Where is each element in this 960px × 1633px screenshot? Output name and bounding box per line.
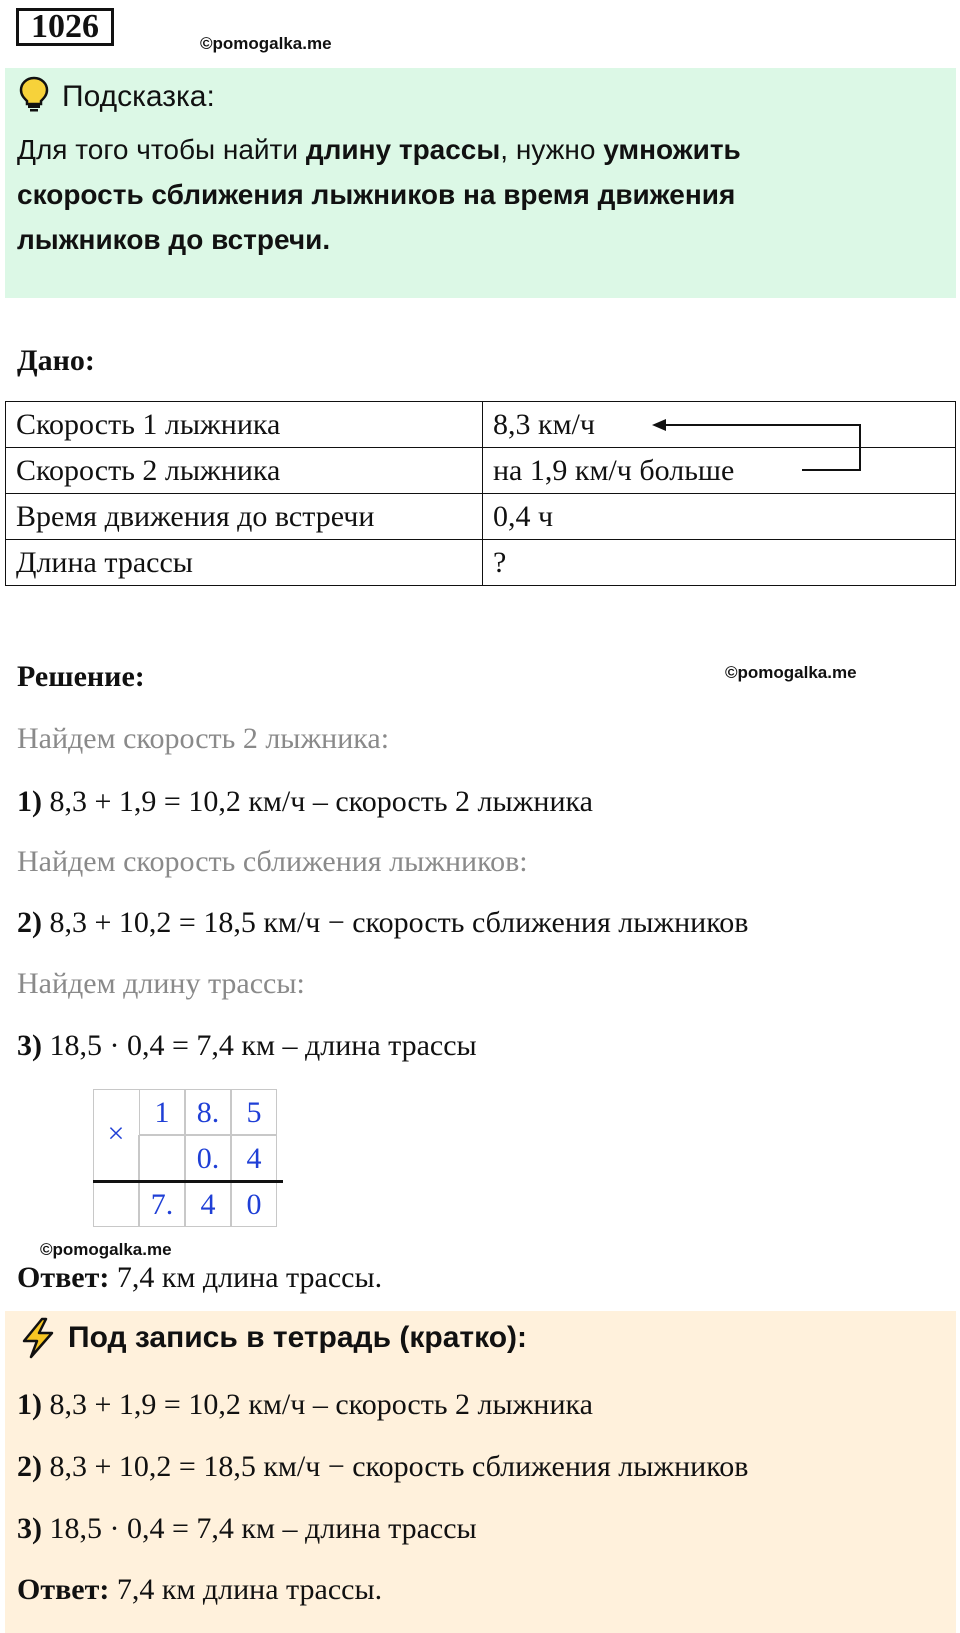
watermark-top: ©pomogalka.me (200, 34, 332, 53)
calc-cell: 5 (231, 1089, 277, 1135)
notebook-step-2: 2) 8,3 + 10,2 = 18,5 км/ч − скорость сближения лыжников (17, 1450, 749, 1483)
hint-text (17, 127, 927, 262)
answer: Ответ: 7,4 км длина трассы. (17, 1261, 383, 1294)
given-value: 0,4 ч (483, 494, 956, 540)
lightning-icon (18, 1317, 58, 1359)
given-name: Время движения до встречи (6, 494, 483, 540)
given-value: на 1,9 км/ч больше (483, 448, 956, 494)
hint-line-2: скорость сближения лыжников на время движения (17, 179, 736, 210)
table-row (6, 540, 956, 586)
calc-cell: 4 (185, 1181, 231, 1227)
step-2: 2) 8,3 + 10,2 = 18,5 км/ч − скорость сближения лыжников (17, 906, 749, 939)
step-3: 3) 18,5 · 0,4 = 7,4 км – длина трассы (17, 1029, 477, 1062)
calc-cell: 1 (139, 1089, 185, 1135)
calc-cell: 0. (185, 1135, 231, 1181)
given-value: ? (483, 540, 956, 586)
hint-line-1: Для того чтобы найти длину трассы, нужно умножить (17, 134, 741, 165)
explain-1: Найдем скорость 2 лыжника: (17, 722, 390, 755)
calc-cell: 7. (139, 1181, 185, 1227)
given-name: Скорость 2 лыжника (6, 448, 483, 494)
watermark-middle: ©pomogalka.me (725, 663, 857, 682)
notebook-answer: Ответ: 7,4 км длина трассы. (17, 1573, 383, 1606)
hint-title: Подсказка: (62, 80, 215, 113)
explain-3: Найдем длину трассы: (17, 967, 305, 1000)
given-value: 8,3 км/ч (483, 402, 956, 448)
given-label: Дано: (17, 344, 95, 377)
lightbulb-icon (18, 76, 50, 112)
calc-cell (139, 1135, 185, 1181)
given-name: Длина трассы (6, 540, 483, 586)
calc-result-line (93, 1180, 283, 1183)
hint-line-3: лыжников до встречи. (17, 224, 331, 255)
calc-cell (93, 1135, 139, 1181)
given-name: Скорость 1 лыжника (6, 402, 483, 448)
calc-cell: 8. (185, 1089, 231, 1135)
arrow-icon (650, 415, 870, 475)
step-1: 1) 8,3 + 1,9 = 10,2 км/ч – скорость 2 лыжника (17, 785, 593, 818)
column-multiplication (93, 1089, 283, 1229)
watermark-bottom: ©pomogalka.me (40, 1240, 172, 1259)
calc-cell (93, 1181, 139, 1227)
notebook-step-3: 3) 18,5 · 0,4 = 7,4 км – длина трассы (17, 1512, 477, 1545)
explain-2: Найдем скорость сближения лыжников: (17, 845, 528, 878)
table-row (6, 494, 956, 540)
task-number: 1026 (16, 8, 114, 46)
calc-cell: 4 (231, 1135, 277, 1181)
solution-label: Решение: (17, 660, 145, 693)
calc-cell: 0 (231, 1181, 277, 1227)
notebook-title: Под запись в тетрадь (кратко): (68, 1321, 528, 1354)
notebook-step-1: 1) 8,3 + 1,9 = 10,2 км/ч – скорость 2 лыжника (17, 1388, 593, 1421)
calc-operator: × (107, 1117, 125, 1150)
